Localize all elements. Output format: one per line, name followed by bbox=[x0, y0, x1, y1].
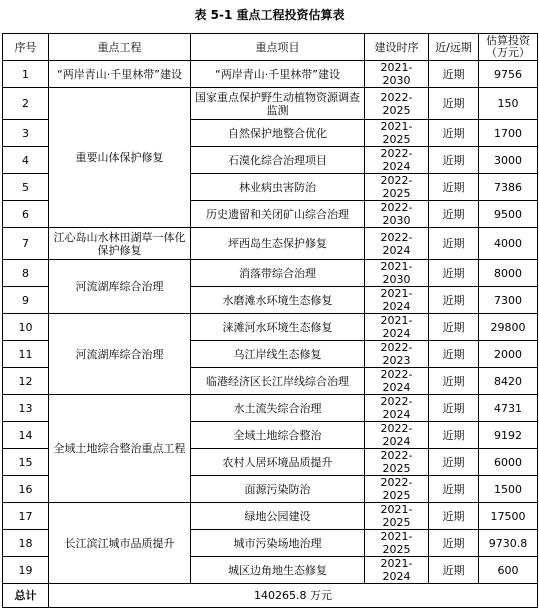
table-title: 表 5-1 重点工程投资估算表 bbox=[194, 8, 345, 22]
cell-period: 2021-2024 bbox=[365, 557, 429, 584]
cell-estimate: 4731 bbox=[479, 395, 538, 422]
header-estimate-line2: （万元） bbox=[486, 46, 530, 59]
cell-term: 近期 bbox=[429, 120, 479, 147]
table-row bbox=[3, 88, 538, 120]
cell-seq: 17 bbox=[3, 503, 49, 530]
header-key-project: 重点项目 bbox=[191, 34, 365, 61]
cell-estimate: 1700 bbox=[479, 120, 538, 147]
cell-period: 2021-2030 bbox=[365, 260, 429, 287]
investment-table bbox=[2, 33, 538, 608]
cell-term: 近期 bbox=[429, 314, 479, 341]
cell-seq: 16 bbox=[3, 476, 49, 503]
cell-project: 绿地公园建设 bbox=[191, 503, 365, 530]
cell-project: 水土流失综合治理 bbox=[191, 395, 365, 422]
cell-estimate: 3000 bbox=[479, 147, 538, 174]
cell-period: 2022-2023 bbox=[365, 341, 429, 368]
cell-period: 2022-2024 bbox=[365, 228, 429, 260]
cell-term: 近期 bbox=[429, 476, 479, 503]
cell-seq: 9 bbox=[3, 287, 49, 314]
cell-term: 近期 bbox=[429, 395, 479, 422]
header-row bbox=[3, 34, 538, 61]
cell-seq: 7 bbox=[3, 228, 49, 260]
cell-project: 水磨滩水环境生态修复 bbox=[191, 287, 365, 314]
cell-period: 2021-2025 bbox=[365, 503, 429, 530]
cell-estimate: 600 bbox=[479, 557, 538, 584]
cell-seq: 5 bbox=[3, 174, 49, 201]
cell-seq: 12 bbox=[3, 368, 49, 395]
cell-key-engineering: 江心岛山水林田湖草一体化保护修复 bbox=[49, 228, 191, 260]
header-period: 建设时序 bbox=[365, 34, 429, 61]
cell-term: 近期 bbox=[429, 228, 479, 260]
cell-term: 近期 bbox=[429, 260, 479, 287]
cell-period: 2022-2024 bbox=[365, 395, 429, 422]
cell-estimate: 9192 bbox=[479, 422, 538, 449]
cell-estimate: 150 bbox=[479, 88, 538, 120]
cell-estimate: 9730.8 bbox=[479, 530, 538, 557]
cell-seq: 4 bbox=[3, 147, 49, 174]
cell-estimate: 9500 bbox=[479, 201, 538, 228]
cell-term: 近期 bbox=[429, 557, 479, 584]
cell-period: 2021-2030 bbox=[365, 61, 429, 88]
cell-project: 乌江岸线生态修复 bbox=[191, 341, 365, 368]
header-term: 近/远期 bbox=[429, 34, 479, 61]
cell-term: 近期 bbox=[429, 174, 479, 201]
cell-key-engineering: 长江滨江城市品质提升 bbox=[49, 503, 191, 584]
cell-period: 2022-2025 bbox=[365, 476, 429, 503]
cell-seq: 18 bbox=[3, 530, 49, 557]
cell-term: 近期 bbox=[429, 368, 479, 395]
cell-period: 2022-2024 bbox=[365, 368, 429, 395]
header-estimate bbox=[479, 34, 538, 61]
cell-project: 临港经济区长江岸线综合治理 bbox=[191, 368, 365, 395]
header-estimate-line1: 估算投资 bbox=[486, 34, 530, 47]
cell-seq: 6 bbox=[3, 201, 49, 228]
total-label: 总计 bbox=[3, 584, 49, 608]
cell-estimate: 17500 bbox=[479, 503, 538, 530]
header-key-engineering: 重点工程 bbox=[49, 34, 191, 61]
cell-seq: 14 bbox=[3, 422, 49, 449]
cell-seq: 8 bbox=[3, 260, 49, 287]
cell-project: 农村人居环境品质提升 bbox=[191, 449, 365, 476]
cell-project: 国家重点保护野生动植物资源调查监测 bbox=[191, 88, 365, 120]
cell-project: “两岸青山·千里林带”建设 bbox=[191, 61, 365, 88]
cell-project: 全域土地综合整治 bbox=[191, 422, 365, 449]
cell-period: 2022-2025 bbox=[365, 449, 429, 476]
cell-term: 近期 bbox=[429, 530, 479, 557]
cell-project: 自然保护地整合优化 bbox=[191, 120, 365, 147]
header-seq: 序号 bbox=[3, 34, 49, 61]
cell-key-engineering: 全域土地综合整治重点工程 bbox=[49, 395, 191, 503]
table-row bbox=[3, 314, 538, 341]
cell-term: 近期 bbox=[429, 449, 479, 476]
cell-period: 2022-2025 bbox=[365, 174, 429, 201]
cell-term: 近期 bbox=[429, 503, 479, 530]
cell-period: 2021-2024 bbox=[365, 287, 429, 314]
cell-period: 2021-2024 bbox=[365, 314, 429, 341]
cell-key-engineering: 河流湖库综合治理 bbox=[49, 314, 191, 395]
cell-seq: 13 bbox=[3, 395, 49, 422]
total-value: 140265.8 万元 bbox=[49, 584, 538, 608]
cell-estimate: 2000 bbox=[479, 341, 538, 368]
cell-key-engineering: 重要山体保护修复 bbox=[49, 88, 191, 228]
cell-key-engineering: “两岸青山·千里林带”建设 bbox=[49, 61, 191, 88]
cell-estimate: 29800 bbox=[479, 314, 538, 341]
cell-estimate: 9756 bbox=[479, 61, 538, 88]
cell-project: 涞滩河水环境生态修复 bbox=[191, 314, 365, 341]
cell-project: 城市污染场地治理 bbox=[191, 530, 365, 557]
cell-project: 消落带综合治理 bbox=[191, 260, 365, 287]
cell-period: 2022-2030 bbox=[365, 201, 429, 228]
cell-key-engineering: 河流湖库综合治理 bbox=[49, 260, 191, 314]
cell-project: 历史遗留和关闭矿山综合治理 bbox=[191, 201, 365, 228]
table-row bbox=[3, 61, 538, 88]
cell-project: 城区边角地生态修复 bbox=[191, 557, 365, 584]
cell-estimate: 7386 bbox=[479, 174, 538, 201]
table-row bbox=[3, 228, 538, 260]
cell-seq: 3 bbox=[3, 120, 49, 147]
cell-period: 2022-2025 bbox=[365, 88, 429, 120]
cell-project: 石漠化综合治理项目 bbox=[191, 147, 365, 174]
cell-estimate: 8000 bbox=[479, 260, 538, 287]
cell-estimate: 4000 bbox=[479, 228, 538, 260]
cell-term: 近期 bbox=[429, 201, 479, 228]
cell-project: 林业病虫害防治 bbox=[191, 174, 365, 201]
cell-period: 2022-2024 bbox=[365, 422, 429, 449]
cell-term: 近期 bbox=[429, 61, 479, 88]
cell-term: 近期 bbox=[429, 287, 479, 314]
table-row bbox=[3, 260, 538, 287]
cell-term: 近期 bbox=[429, 422, 479, 449]
cell-project: 面源污染防治 bbox=[191, 476, 365, 503]
total-row bbox=[3, 584, 538, 608]
cell-seq: 1 bbox=[3, 61, 49, 88]
cell-term: 近期 bbox=[429, 147, 479, 174]
cell-seq: 15 bbox=[3, 449, 49, 476]
cell-term: 近期 bbox=[429, 341, 479, 368]
cell-period: 2021-2025 bbox=[365, 530, 429, 557]
cell-term: 近期 bbox=[429, 88, 479, 120]
cell-estimate: 1500 bbox=[479, 476, 538, 503]
cell-seq: 10 bbox=[3, 314, 49, 341]
table-row bbox=[3, 395, 538, 422]
cell-estimate: 7300 bbox=[479, 287, 538, 314]
cell-estimate: 6000 bbox=[479, 449, 538, 476]
cell-project: 坪西岛生态保护修复 bbox=[191, 228, 365, 260]
cell-period: 2022-2024 bbox=[365, 147, 429, 174]
cell-seq: 11 bbox=[3, 341, 49, 368]
cell-seq: 2 bbox=[3, 88, 49, 120]
cell-estimate: 8420 bbox=[479, 368, 538, 395]
cell-period: 2021-2025 bbox=[365, 120, 429, 147]
cell-seq: 19 bbox=[3, 557, 49, 584]
table-row bbox=[3, 503, 538, 530]
